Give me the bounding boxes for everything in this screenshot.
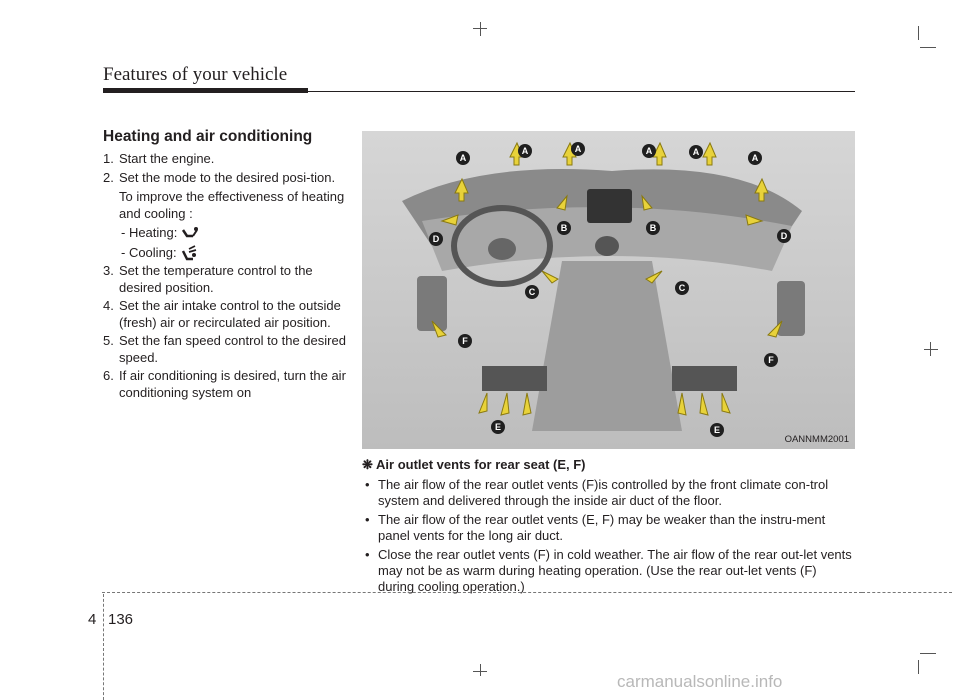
step-number: 3. (103, 263, 114, 278)
vent-label-a: A (518, 144, 532, 158)
step-number: 6. (103, 368, 114, 383)
step-2 (103, 170, 351, 262)
step-number: 2. (103, 169, 114, 185)
bullet-dot: • (365, 512, 370, 527)
steps-list (103, 151, 351, 403)
crop-mark (920, 653, 936, 654)
vent-label-f: F (764, 353, 778, 367)
vent-label-a: A (748, 151, 762, 165)
step-3 (103, 263, 351, 296)
page-number: 136 (108, 611, 134, 628)
vent-label-a: A (642, 144, 656, 158)
cooling-label: - Cooling: (121, 244, 177, 260)
vent-label-f: F (458, 334, 472, 348)
vent-label-a: A (571, 142, 585, 156)
cooling-mode-icon (181, 245, 199, 261)
footer-divider (103, 594, 104, 700)
step-text: If air conditioning is desired, turn the air conditioning system on (119, 368, 346, 400)
dashboard-drawing (362, 131, 855, 449)
vent-label-c: C (675, 281, 689, 295)
page-header-title: Features of your vehicle (103, 64, 288, 85)
chapter-number: 4 (88, 611, 97, 628)
vent-label-c: C (525, 285, 539, 299)
step-5 (103, 333, 351, 366)
bullet-dot: • (365, 477, 370, 492)
step-text: Set the air intake control to the outside (fresh) air or recirculated air position. (119, 298, 341, 330)
cooling-mode-row (119, 245, 351, 262)
bullet-item (362, 477, 856, 509)
vent-label-b: B (646, 221, 660, 235)
bullet-text: The air flow of the rear outlet vents (F)is controlled by the front climate con-trol system and delivered through the inside air duct of the floor. (378, 477, 829, 508)
air-vents-illustration (362, 131, 855, 449)
bullet-text: The air flow of the rear outlet vents (E, F) may be weaker than the instru-ment panel vents for the long air duct. (378, 512, 826, 543)
figure-caption: ❋ Air outlet vents for rear seat (E, F) (362, 457, 586, 472)
crop-mark (473, 671, 487, 672)
vent-label-e: E (710, 423, 724, 437)
bullet-item (362, 547, 856, 595)
heating-mode-row (119, 225, 351, 242)
step-6 (103, 368, 351, 401)
bullet-text: Close the rear outlet vents (F) in cold weather. The air flow of the rear out-let vents may not be as warm during heating operation. (Use the rear out-let vents (F) during cooling operation.) (378, 547, 852, 594)
bullet-item (362, 512, 856, 544)
vent-label-e: E (491, 420, 505, 434)
heating-label: - Heating: (121, 225, 178, 240)
footer-rule (102, 592, 862, 593)
crop-mark (920, 47, 936, 48)
step-number: 4. (103, 298, 114, 313)
bullet-list (362, 477, 856, 598)
step-text: Set the mode to the desired posi-tion. (119, 169, 336, 185)
bullet-dot: • (365, 547, 370, 562)
header-rule (103, 91, 855, 92)
heating-mode-icon (181, 226, 199, 240)
step-number: 5. (103, 333, 114, 348)
step-1 (103, 151, 351, 168)
vent-label-d: D (777, 229, 791, 243)
step-text: Set the fan speed control to the desired speed. (119, 333, 346, 365)
vent-label-a: A (689, 145, 703, 159)
watermark: carmanualsonline.info (617, 672, 783, 691)
crop-mark (918, 26, 919, 40)
figure-code: OANNMM2001 (784, 434, 849, 445)
crop-mark (924, 349, 938, 350)
step-number: 1. (103, 151, 114, 166)
section-title: Heating and air conditioning (103, 128, 313, 145)
step-text: Set the temperature control to the desired position. (119, 263, 313, 295)
crop-mark (480, 22, 481, 36)
footer-rule (862, 592, 952, 593)
crop-mark (480, 664, 481, 676)
vent-label-d: D (429, 232, 443, 246)
vent-label-a: A (456, 151, 470, 165)
vent-label-b: B (557, 221, 571, 235)
step-note: To improve the effectiveness of heating and cooling : (119, 189, 345, 221)
step-4 (103, 298, 351, 331)
crop-mark (473, 28, 487, 29)
crop-mark (918, 660, 919, 674)
step-text: Start the engine. (119, 151, 215, 166)
